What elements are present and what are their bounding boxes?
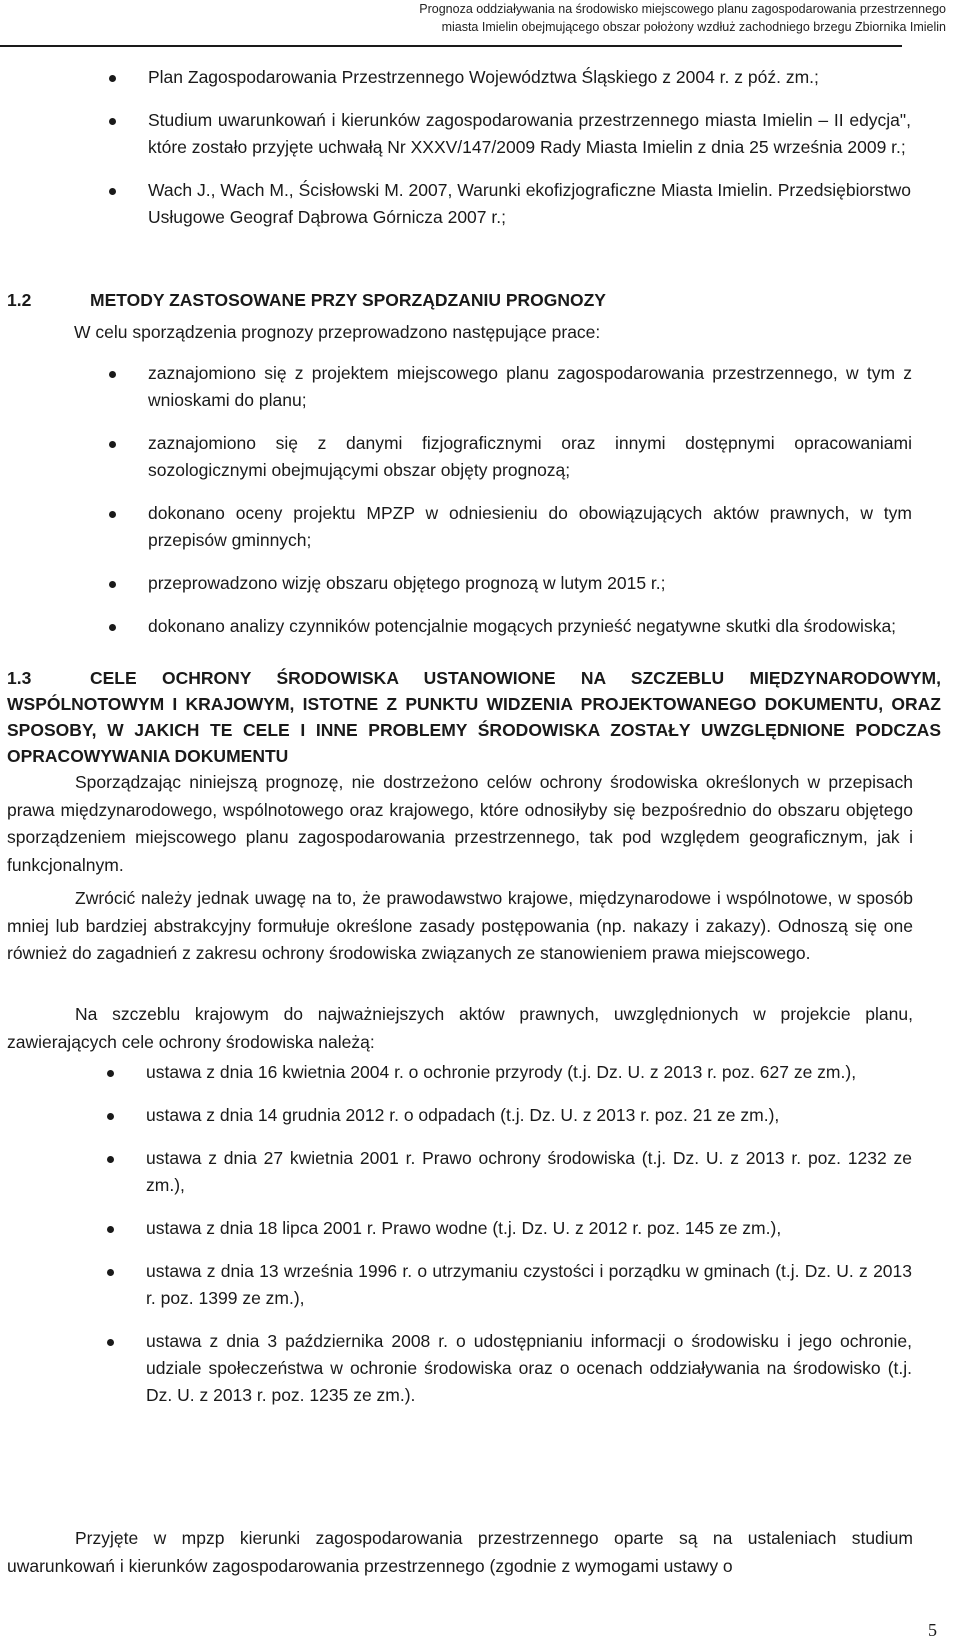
page-number: 5 — [928, 1620, 937, 1640]
list-item: Studium uwarunkowań i kierunków zagospodarowania przestrzennego miasta Imielin – II edycja", które zostało przyjęte uchwałą Nr XXXV/147/2009 Rady Miasta Imielin z dnia 25 września 2009 r.; — [148, 107, 911, 161]
list-item: ustawa z dnia 14 grudnia 2012 r. o odpadach (t.j. Dz. U. z 2013 r. poz. 21 ze zm.), — [146, 1102, 912, 1129]
list-item: dokonano oceny projektu MPZP w odniesieniu do obowiązujących aktów prawnych, w tym przepisów gminnych; — [148, 500, 912, 554]
bullet-icon — [107, 1113, 114, 1120]
list-item: dokonano analizy czynników potencjalnie mogących przynieść negatywne skutki dla środowiska; — [148, 613, 912, 640]
list-item: przeprowadzono wizję obszaru objętego prognozą w lutym 2015 r.; — [148, 570, 912, 597]
bullet-icon — [107, 1339, 114, 1346]
list-item: Wach J., Wach M., Ścisłowski M. 2007, Warunki ekofizjograficzne Miasta Imielin. Przedsiębiorstwo Usługowe Geograf Dąbrowa Górnicza 2007 r.; — [148, 177, 911, 231]
bullet-icon — [107, 1070, 114, 1077]
section-heading-1-2: 1.2 METODY ZASTOSOWANE PRZY SPORZĄDZANIU PROGNOZY — [7, 290, 606, 310]
bullet-icon — [109, 511, 116, 518]
header-rule — [0, 45, 902, 47]
paragraph-2: Zwrócić należy jednak uwagę na to, że prawodawstwo krajowe, międzynarodowe i wspólnotowe, w sposób mniej lub bardziej abstrakcyjny formułuje określone zasady postępowania (np. nakazy i zakazy). Odnoszą się one również do zagadnień z zakresu ochrony środowiska związanych ze stanowieniem prawa miejscowego. — [7, 888, 913, 963]
paragraph-4: Przyjęte w mpzp kierunki zagospodarowania przestrzennego oparte są na ustaleniach studium uwarunkowań i kierunków zagospodarowania przestrzennego (zgodnie z wymogami ustawy o — [7, 1528, 913, 1576]
methods-intro: W celu sporządzenia prognozy przeprowadzono następujące prace: — [74, 322, 601, 342]
running-header — [0, 0, 946, 36]
section-heading-1-3: 1.3 CELE OCHRONY ŚRODOWISKA USTANOWIONE NA SZCZEBLU MIĘDZYNARODOWYM, WSPÓLNOTOWYM I KRAJOWYM, ISTOTNE Z PUNKTU WIDZENIA PROJEKTOWANEGO DOKUMENTU, ORAZ SPOSOBY, W JAKICH TE CELE I INNE PROBLEMY ŚRODOWISKA ZOSTAŁY UWZGLĘDNIONE PODCZAS OPRACOWYWANIA DOKUMENTU — [7, 668, 941, 766]
bullet-icon — [109, 581, 116, 588]
legal-acts-list — [146, 1059, 912, 1425]
paragraph-1: Sporządzając niniejszą prognozę, nie dostrzeżono celów ochrony środowiska określonych w przepisach prawa międzynarodowego, wspólnotowego oraz krajowego, które odnosiłyby się bezpośrednio do obszaru objętego sporządzeniem miejscowego planu zagospodarowania przestrzennego, tak pod względem geograficznym, jak i funkcjonalnym. — [7, 772, 913, 875]
bullet-icon — [109, 75, 116, 82]
header-line-1: Prognoza oddziaływania na środowisko miejscowego planu zagospodarowania przestrzennego — [419, 2, 946, 16]
bullet-icon — [107, 1156, 114, 1163]
list-item: zaznajomiono się z danymi fizjograficznymi oraz innymi dostępnymi opracowaniami sozologicznymi obejmującymi obszar objęty prognozą; — [148, 430, 912, 484]
bullet-icon — [109, 441, 116, 448]
methods-list — [148, 360, 912, 656]
bullet-icon — [109, 371, 116, 378]
bullet-icon — [109, 188, 116, 195]
bullet-icon — [107, 1226, 114, 1233]
header-line-2: miasta Imielin obejmującego obszar położony wzdłuż zachodniego brzegu Zbiornika Imielin — [441, 20, 946, 34]
list-item: ustawa z dnia 3 października 2008 r. o udostępnianiu informacji o środowisku i jego ochronie, udziale społeczeństwa w ochronie środowiska oraz o ocenach oddziaływania na środowisko (t.j. Dz. U. z 2013 r. poz. 1235 ze zm.). — [146, 1328, 912, 1409]
paragraph-3: Na szczeblu krajowym do najważniejszych aktów prawnych, uwzględnionych w projekcie planu, zawierających cele ochrony środowiska należą: — [7, 1004, 913, 1052]
list-item: ustawa z dnia 13 września 1996 r. o utrzymaniu czystości i porządku w gminach (t.j. Dz. U. z 2013 r. poz. 1399 ze zm.), — [146, 1258, 912, 1312]
bullet-icon — [107, 1269, 114, 1276]
list-item: ustawa z dnia 27 kwietnia 2001 r. Prawo ochrony środowiska (t.j. Dz. U. z 2013 r. poz. 1232 ze zm.), — [146, 1145, 912, 1199]
sources-list — [148, 64, 911, 247]
list-item: ustawa z dnia 16 kwietnia 2004 r. o ochronie przyrody (t.j. Dz. U. z 2013 r. poz. 627 ze zm.), — [146, 1059, 912, 1086]
list-item: ustawa z dnia 18 lipca 2001 r. Prawo wodne (t.j. Dz. U. z 2012 r. poz. 145 ze zm.), — [146, 1215, 912, 1242]
list-item: zaznajomiono się z projektem miejscowego planu zagospodarowania przestrzennego, w tym z wnioskami do planu; — [148, 360, 912, 414]
bullet-icon — [109, 624, 116, 631]
list-item: Plan Zagospodarowania Przestrzennego Województwa Śląskiego z 2004 r. z póź. zm.; — [148, 64, 911, 91]
bullet-icon — [109, 118, 116, 125]
